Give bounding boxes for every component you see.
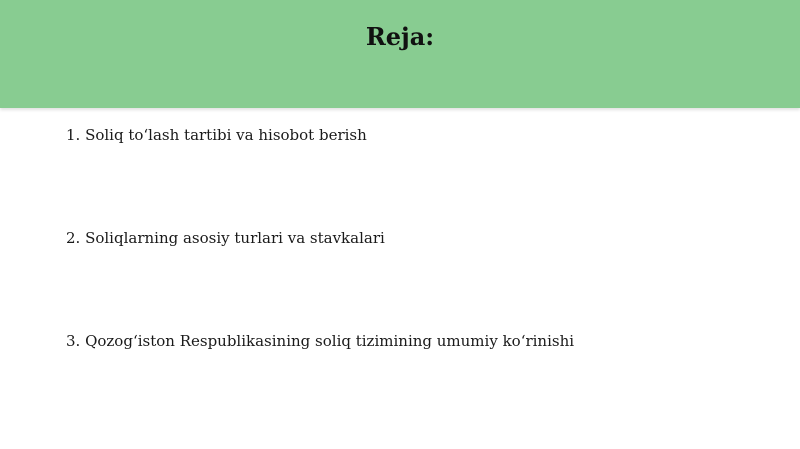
slide-title: Reja: [365,22,435,51]
plan-item-1: 1. Soliq to‘lash tartibi va hisobot berish [66,126,367,144]
plan-item-3: 3. Qozog‘iston Respublikasining soliq tizimining umumiy ko‘rinishi [66,332,575,350]
plan-item-2: 2. Soliqlarning asosiy turlari va stavkalari [66,229,385,247]
